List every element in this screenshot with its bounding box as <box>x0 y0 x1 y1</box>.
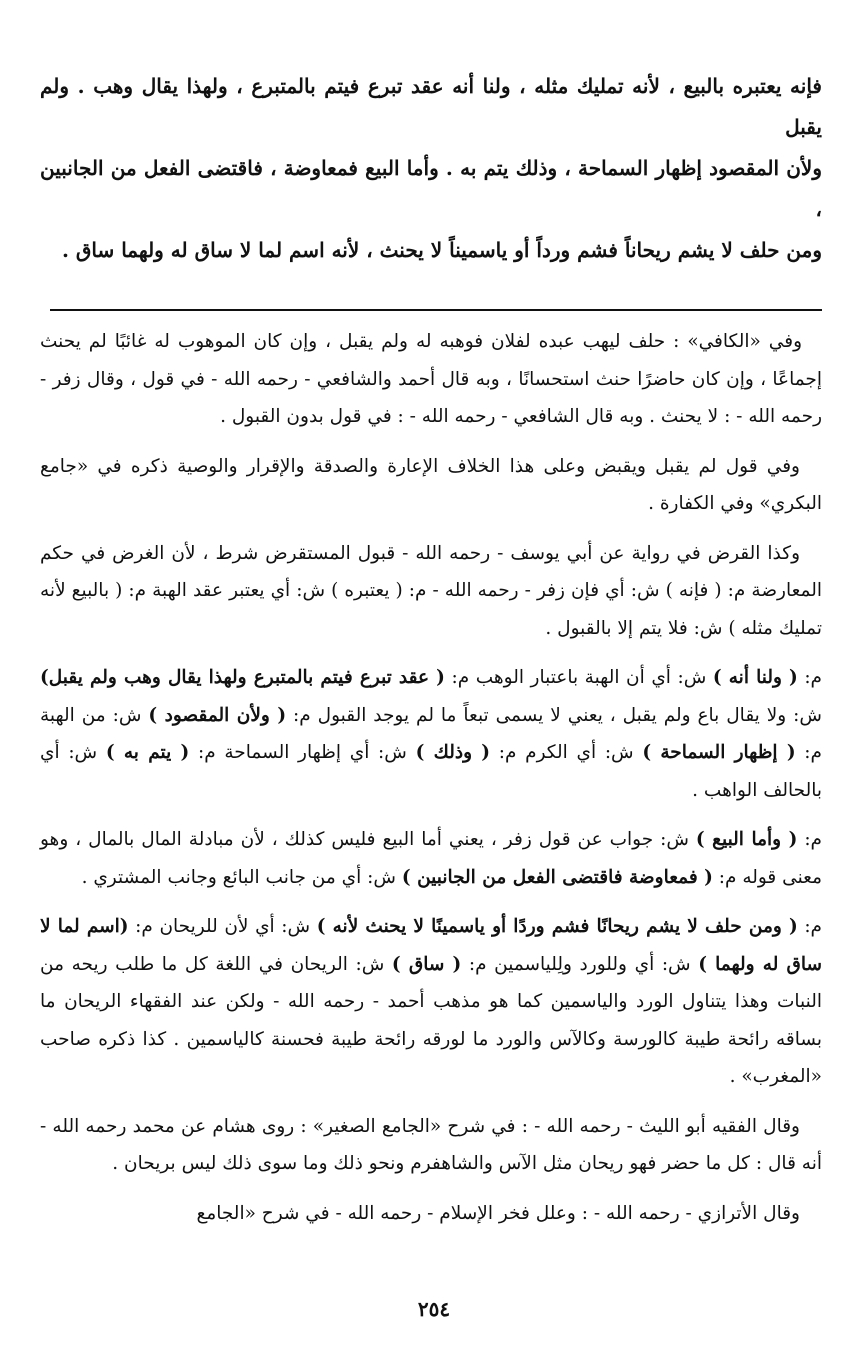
matn-text <box>40 66 822 271</box>
commentary-paragraph: وفي قول لم يقبل ويقبض وعلى هذا الخلاف الإعارة والصدقة والإقرار والوصية ذكره في «جامع البكري» وفي الكفارة . <box>40 455 822 514</box>
commentary-paragraph <box>40 821 822 896</box>
commentary-text: ش: أي لأن للريحان م: <box>128 916 317 937</box>
commentary-marker: م: <box>797 667 823 688</box>
page-number: ٢٥٤ <box>417 1297 451 1321</box>
matn-quote: ( إظهار السماحة ) <box>642 742 796 763</box>
footnote-divider <box>50 309 822 311</box>
commentary-text: ش: ولا يقال باع ولم يقبل ، يعني لا يسمى تبعاً ما لم يوجد القبول م: <box>286 704 822 726</box>
commentary-paragraph <box>40 908 822 1096</box>
matn-quote: (اسم لما لا ساق له ولهما ) <box>40 916 822 975</box>
commentary-marker: م: <box>797 916 823 937</box>
commentary-text: ش: الريحان في اللغة كل ما طلب ريحه من النبات وهذا يتناول الورد والياسمين كما هو مذهب أحمد - رحمه الله - ولكن عند الفقهاء الريحان ما بساقه رائحة طيبة كالورسة وكالآس والورد ما لورقه رائحة طيبة فحسنة كالياسمين . كذا ذكره صاحب «المغرب» . <box>40 953 822 1087</box>
matn-quote: ( يتم به ) <box>105 742 190 763</box>
commentary-text: ش: أي من جانب البائع وجانب المشتري . <box>81 866 402 888</box>
matn-quote: ( عقد تبرع فيتم بالمتبرع ولهذا يقال وهب ولم يقبل) <box>40 667 445 688</box>
matn-quote: ( ومن حلف لا يشم ريحانًا فشم وردًا أو ياسمينًا لا يحنث لأنه ) <box>316 916 798 937</box>
commentary-text: ش: من الهبة م: <box>40 704 822 763</box>
commentary-paragraph: وقال الأترازي - رحمه الله - : وعلل فخر الإسلام - رحمه الله - في شرح «الجامع <box>196 1202 800 1224</box>
matn-quote: ( فمعاوضة فاقتضى الفعل من الجانبين ) <box>401 866 713 888</box>
commentary-text: ش: جواب عن قول زفر ، يعني أما البيع فليس كذلك ، لأن مبادلة المال بالمال ، وهو معنى قوله م: <box>40 829 822 888</box>
commentary-text: ش: أي بالحالف الواهب . <box>40 742 822 801</box>
commentary-text: ش: أي الكرم م: <box>490 742 643 763</box>
commentary-paragraph: وكذا القرض في رواية عن أبي يوسف - رحمه الله - قبول المستقرض شرط ، لأن الغرض في حكم المعارضة م: ( فإنه ) ش: أي فإن زفر - رحمه الله - م: ( يعتبره ) ش: أي يعتبر عقد الهبة م: ( بالبيع لأنه تمليك مثله ) ش: فلا يتم إلا بالقبول . <box>40 542 822 639</box>
matn-line: ولأن المقصود إظهار السماحة ، وذلك يتم به . وأما البيع فمعاوضة ، فاقتضى الفعل من الجانبين ، <box>40 156 822 221</box>
commentary-paragraph: وفي «الكافي» : حلف ليهب عبده لفلان فوهبه له ولم يقبل ، وإن كان الموهوب له غائبًا لم يحنث إجماعًا ، وإن كان حاضرًا حنث استحسانًا ، وبه قال أحمد والشافعي - رحمه الله - في قول ، وقال زفر - رحمه الله - : لا يحنث . وبه قال الشافعي - رحمه الله - : في قول بدون القبول . <box>40 331 822 427</box>
matn-quote: ( وذلك ) <box>415 742 491 763</box>
commentary-text: ش: أي وللورد ولِلياسمين م: <box>461 953 699 975</box>
matn-quote: ( ولنا أنه ) <box>712 667 798 688</box>
commentary-text: ش: أي أن الهبة باعتبار الوهب م: <box>444 667 713 688</box>
matn-quote: ( وأما البيع ) <box>695 829 798 850</box>
matn-quote: ( ولأن المقصود ) <box>148 704 287 726</box>
commentary-paragraph <box>40 659 822 809</box>
matn-line: فإنه يعتبره بالبيع ، لأنه تمليك مثله ، ولنا أنه عقد تبرع فيتم بالمتبرع ، ولهذا يقال وهب . ولم يقبل <box>40 74 822 139</box>
commentary-text: ش: أي إظهار السماحة م: <box>189 742 416 763</box>
commentary-paragraph: وقال الفقيه أبو الليث - رحمه الله - : في شرح «الجامع الصغير» : روى هشام عن محمد رحمه الله - أنه قال : كل ما حضر فهو ريحان مثل الآس والشاهفرم ونحو ذلك وما سوى ذلك ليس بريحان . <box>40 1115 822 1174</box>
matn-quote: ( ساق ) <box>391 953 462 975</box>
commentary-marker: م: <box>797 829 823 850</box>
matn-line: ومن حلف لا يشم ريحاناً فشم ورداً أو ياسميناً لا يحنث ، لأنه اسم لما لا ساق له ولهما ساق . <box>61 238 822 262</box>
commentary <box>40 323 822 1232</box>
